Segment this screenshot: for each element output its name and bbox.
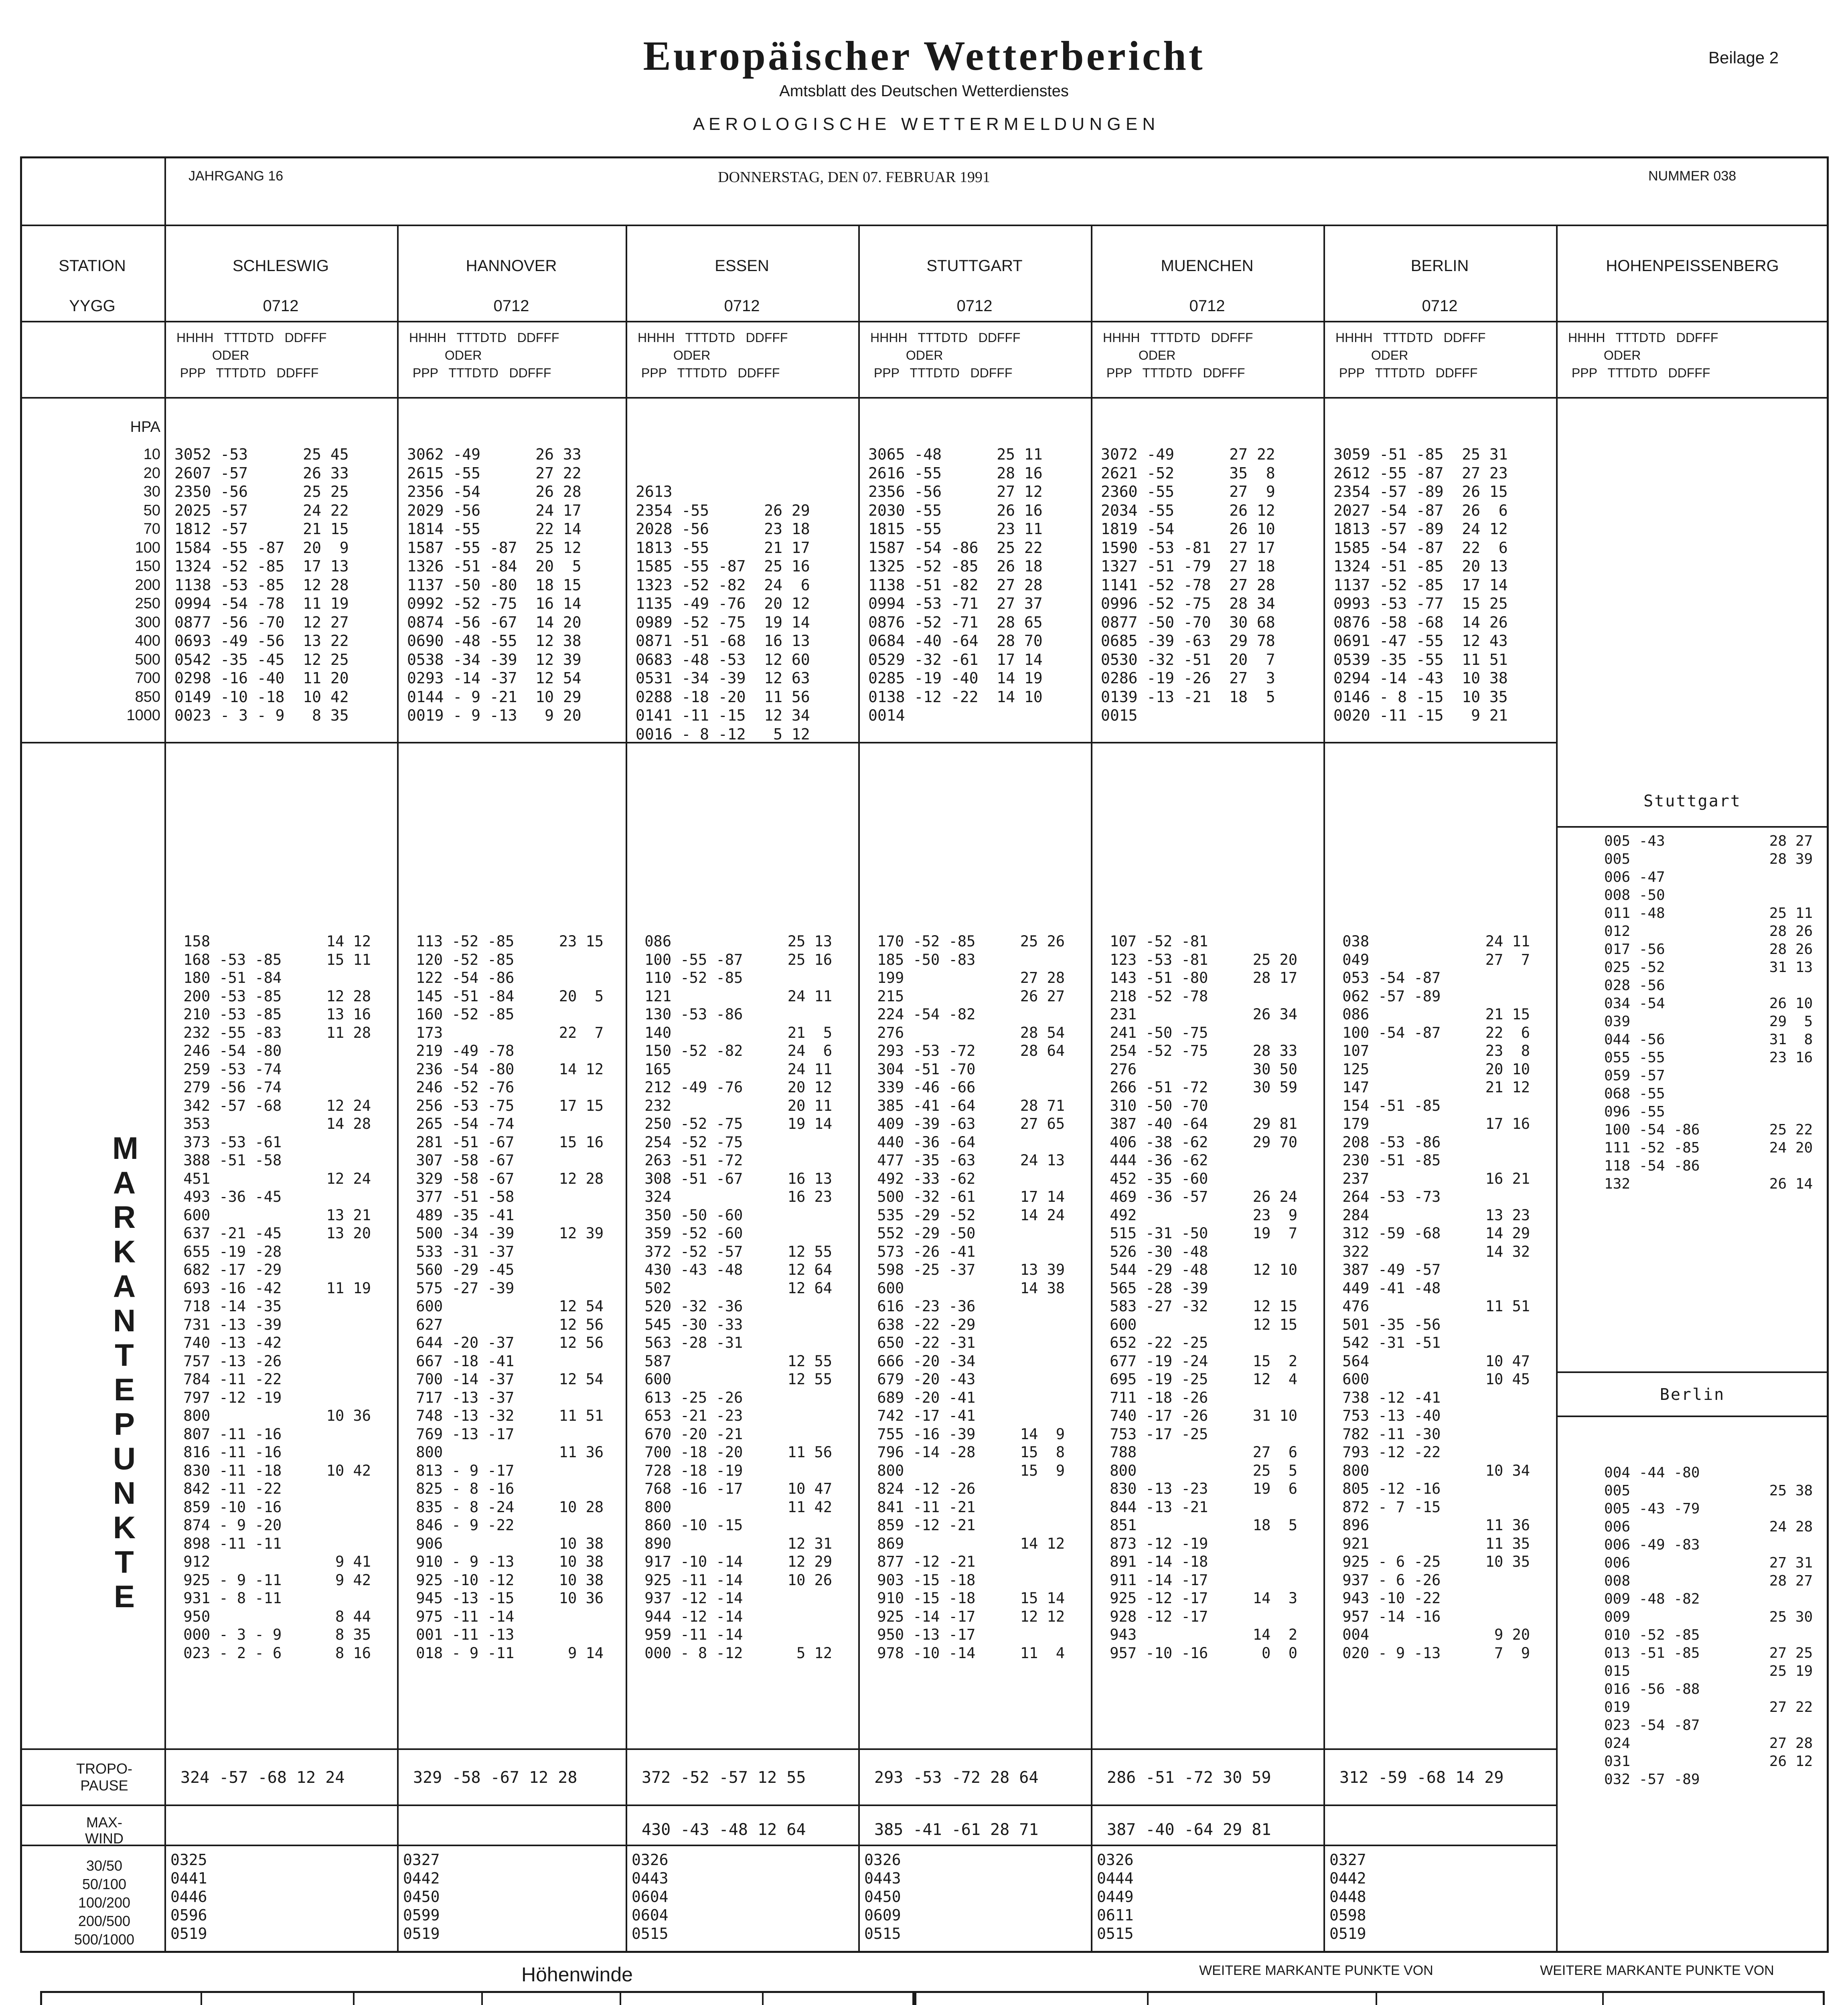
maxwind-value: 385 -41 -61 28 71 (874, 1821, 1039, 1839)
winds-title: Höhenwinde (521, 1963, 633, 1986)
station-name: SCHLESWIG (232, 257, 329, 275)
column-header: HHHH TTTDTD DDFFF ODER PPP TTTDTD DDFFF (1103, 330, 1253, 380)
shear-values: 0326 0443 0450 0609 0515 (864, 1851, 901, 1942)
winds-table (40, 1991, 914, 2005)
markante-punkte: 107 -52 -81 123 -53 -81 25 20 143 -51 -80 28 17 218 -52 -78 231 26 34 241 -50 -75 254 -52 -75 28 33 276 30 50 266 -51 -72 30 59 310 -50 -70 387 -40 -64 29 81 406 -38 -62 29 70 444 -36 -62 452 -35 -60 469 -36 -57 26 24 492 23 9 515 -31 -50 19 7 526 -30 -48 544 -29 -48 12 10 565 -28 -39 583 -27 -32 12 15 600 12 15 652 -22 -25 677 -19 -24 15 2 695 -19 -25 12 4 711 -18 -26 740 -17 -26 31 10 753 -17 -25 788 27 6 800 25 5 830 -13 -23 19 6 844 -13 -21 851 18 5 873 -12 -19 891 -14 -18 911 -14 -17 925 -12 -17 14 3 928 -12 -17 943 14 2 957 -10 -16 0 0 (1110, 933, 1298, 1662)
markante-punkte-text: MARKANTE PUNKTE (112, 1130, 138, 1614)
tropopause-value: 293 -53 -72 28 64 (874, 1768, 1039, 1787)
page-subtitle: Amtsblatt des Deutschen Wetterdienstes (779, 82, 1069, 100)
weitere-label-1: WEITERE MARKANTE PUNKTE VON (1199, 1963, 1433, 1978)
hpa-label: HPA (130, 419, 160, 435)
maxwind-value: 387 -40 -64 29 81 (1107, 1821, 1271, 1839)
station-yygg: 0712 (263, 297, 299, 315)
extra-points-table (914, 1991, 1825, 2005)
station-yygg: 0712 (1422, 297, 1458, 315)
station-yygg: 0712 (493, 297, 529, 315)
extra-stuttgart-data: 005 -43 28 27 005 28 39 006 -47 008 -50 011 -48 25 11 012 28 26 017 -56 28 26 025 -52 31 13 028 -56 034 -54 26 10 039 29 5 044 -56 31 8 055 -55 23 16 059 -57 068 -55 096 -55 100 -54 -86 25 22 111 -52 -85 24 20 118 -54 -86 132 26 14 (1604, 833, 1813, 1192)
markante-punkte: 170 -52 -85 25 26 185 -50 -83 199 27 28 215 26 27 224 -54 -82 276 28 54 293 -53 -72 28 64 304 -51 -70 339 -46 -66 385 -41 -64 28 71 409 -39 -63 27 65 440 -36 -64 477 -35 -63 24 13 492 -33 -62 500 -32 -61 17 14 535 -29 -52 14 24 552 -29 -50 573 -26 -41 598 -25 -37 13 39 600 14 38 616 -23 -36 638 -22 -29 650 -22 -31 666 -20 -34 679 -20 -43 689 -20 -41 742 -17 -41 755 -16 -39 14 9 796 -14 -28 15 8 800 15 9 824 -12 -26 841 -11 -21 859 -12 -21 869 14 12 877 -12 -21 903 -15 -18 910 -15 -18 15 14 925 -14 -17 12 12 950 -13 -17 978 -10 -14 11 4 (877, 933, 1065, 1662)
markante-punkte: 113 -52 -85 23 15 120 -52 -85 122 -54 -86 145 -51 -84 20 5 160 -52 -85 173 22 7 219 -49 -78 236 -54 -80 14 12 246 -52 -76 256 -53 -75 17 15 265 -54 -74 281 -51 -67 15 16 307 -58 -67 329 -58 -67 12 28 377 -51 -58 489 -35 -41 500 -34 -39 12 39 533 -31 -37 560 -29 -45 575 -27 -39 600 12 54 627 12 56 644 -20 -37 12 56 667 -18 -41 700 -14 -37 12 54 717 -13 -37 748 -13 -32 11 51 769 -13 -17 800 11 36 813 - 9 -17 825 - 8 -16 835 - 8 -24 10 28 846 - 9 -22 906 10 38 910 - 9 -13 10 38 925 -10 -12 10 38 945 -13 -15 10 36 975 -11 -14 001 -11 -13 018 - 9 -11 9 14 (416, 933, 604, 1662)
standard-levels: 3059 -51 -85 25 31 2612 -55 -87 27 23 2354 -57 -89 26 15 2027 -54 -87 26 6 1813 -57 -89 24 12 1585 -54 -87 22 6 1324 -51 -85 20 13 1137 -52 -85 17 14 0993 -53 -77 15 25 0876 -58 -68 14 26 0691 -47 -55 12 43 0539 -35 -55 11 51 0294 -14 -43 10 38 0146 - 8 -15 10 35 0020 -11 -15 9 21 (1333, 446, 1508, 724)
station-yygg: 0712 (956, 297, 993, 315)
hpa-levels: 10 20 30 50 70 100 150 200 250 300 400 500 700 850 1000 (126, 446, 160, 724)
standard-levels: 2613 2354 -55 26 29 2028 -56 23 18 1813 -55 21 17 1585 -55 -87 25 16 1323 -52 -82 24 6 1135 -49 -76 20 12 0989 -52 -75 19 14 0871 -51 -68 16 13 0683 -48 -53 12 60 0531 -34 -39 12 63 0288 -18 -20 11 56 0141 -11 -15 12 34 0016 - 8 -12 5 12 (636, 483, 810, 743)
markante-punkte: 158 14 12 168 -53 -85 15 11 180 -51 -84 200 -53 -85 12 28 210 -53 -85 13 16 232 -55 -83 11 28 246 -54 -80 259 -53 -74 279 -56 -74 342 -57 -68 12 24 353 14 28 373 -53 -61 388 -51 -58 451 12 24 493 -36 -45 600 13 21 637 -21 -45 13 20 655 -19 -28 682 -17 -29 693 -16 -42 11 19 718 -14 -35 731 -13 -39 740 -13 -42 757 -13 -26 784 -11 -22 797 -12 -19 800 10 36 807 -11 -16 816 -11 -16 830 -11 -18 10 42 842 -11 -22 859 -10 -16 874 - 9 -20 898 -11 -11 912 9 41 925 - 9 -11 9 42 931 - 8 -11 950 8 44 000 - 3 - 9 8 35 023 - 2 - 6 8 16 (183, 933, 371, 1662)
shear-labels: 30/50 50/100 100/200 200/500 500/1000 (74, 1857, 135, 1948)
yygg-label: YYGG (69, 297, 116, 315)
markante-punkte-label (112, 1131, 136, 1614)
tropopause-value: 312 -59 -68 14 29 (1339, 1768, 1504, 1787)
shear-values: 0326 0443 0604 0604 0515 (632, 1851, 669, 1942)
jahrgang-label: JAHRGANG 16 (188, 168, 284, 184)
weitere-label-2: WEITERE MARKANTE PUNKTE VON (1540, 1963, 1774, 1978)
shear-values: 0325 0441 0446 0596 0519 (170, 1851, 207, 1942)
shear-values: 0327 0442 0450 0599 0519 (403, 1851, 440, 1942)
standard-levels: 3065 -48 25 11 2616 -55 28 16 2356 -56 27 12 2030 -55 26 16 1815 -55 23 11 1587 -54 -86 25 22 1325 -52 -85 26 18 1138 -51 -82 27 28 0994 -53 -71 27 37 0876 -52 -71 28 65 0684 -40 -64 28 70 0529 -32 -61 17 14 0285 -19 -40 14 19 0138 -12 -22 14 10 0014 (868, 446, 1043, 724)
tropopause-value: 324 -57 -68 12 24 (180, 1768, 345, 1787)
standard-levels: 3062 -49 26 33 2615 -55 27 22 2356 -54 26 28 2029 -56 24 17 1814 -55 22 14 1587 -55 -87 25 12 1326 -51 -84 20 5 1137 -50 -80 18 15 0992 -52 -75 16 14 0874 -56 -67 14 20 0690 -48 -55 12 38 0538 -34 -39 12 39 0293 -14 -37 12 54 0144 - 9 -21 10 29 0019 - 9 -13 9 20 (407, 446, 582, 724)
column-header: HHHH TTTDTD DDFFF ODER PPP TTTDTD DDFFF (176, 330, 327, 380)
station-name: STUTTGART (926, 257, 1023, 275)
station-label: STATION (59, 257, 126, 275)
markante-punkte: 038 24 11 049 27 7 053 -54 -87 062 -57 -89 086 21 15 100 -54 -87 22 6 107 23 8 125 20 10 147 21 12 154 -51 -85 179 17 16 208 -53 -86 230 -51 -85 237 16 21 264 -53 -73 284 13 23 312 -59 -68 14 29 322 14 32 387 -49 -57 449 -41 -48 476 11 51 501 -35 -56 542 -31 -51 564 10 47 600 10 45 738 -12 -41 753 -13 -40 782 -11 -30 793 -12 -22 800 10 34 805 -12 -16 872 - 7 -15 896 11 36 921 11 35 925 - 6 -25 10 35 937 - 6 -26 943 -10 -22 957 -14 -16 004 9 20 020 - 9 -13 7 9 (1342, 933, 1530, 1662)
shear-values: 0327 0442 0448 0598 0519 (1329, 1851, 1366, 1942)
station-name: ESSEN (715, 257, 769, 275)
station-yygg: 0712 (1189, 297, 1225, 315)
extra-berlin-title: Berlin (1660, 1385, 1725, 1404)
maxwind-value: 430 -43 -48 12 64 (642, 1821, 806, 1839)
column-header: HHHH TTTDTD DDFFF ODER PPP TTTDTD DDFFF (1335, 330, 1486, 380)
station-name: BERLIN (1410, 257, 1469, 275)
column-header: HHHH TTTDTD DDFFF ODER PPP TTTDTD DDFFF (409, 330, 559, 380)
issue-date: DONNERSTAG, DEN 07. FEBRUAR 1991 (718, 169, 990, 186)
maxwind-label: MAX- WIND (85, 1814, 124, 1847)
tropopause-value: 286 -51 -72 30 59 (1107, 1768, 1271, 1787)
station-name: HANNOVER (466, 257, 557, 275)
station-yygg: 0712 (724, 297, 760, 315)
tropopause-value: 372 -52 -57 12 55 (642, 1768, 806, 1787)
station-name: HOHENPEISSENBERG (1606, 257, 1779, 275)
extra-stuttgart-title: Stuttgart (1643, 792, 1741, 810)
page-title: Europäischer Wetterbericht (643, 33, 1205, 79)
extra-berlin-data: 004 -44 -80 005 25 38 005 -43 -79 006 24 28 006 -49 -83 006 27 31 008 28 27 009 -48 -82 009 25 30 010 -52 -85 013 -51 -85 27 25 015 25 19 016 -56 -88 019 27 22 023 -54 -87 024 27 28 031 26 12 032 -57 -89 (1604, 1464, 1813, 1788)
markante-punkte: 086 25 13 100 -55 -87 25 16 110 -52 -85 121 24 11 130 -53 -86 140 21 5 150 -52 -82 24 6 165 24 11 212 -49 -76 20 12 232 20 11 250 -52 -75 19 14 254 -52 -75 263 -51 -72 308 -51 -67 16 13 324 16 23 350 -50 -60 359 -52 -60 372 -52 -57 12 55 430 -43 -48 12 64 502 12 64 520 -32 -36 545 -30 -33 563 -28 -31 587 12 55 600 12 55 613 -25 -26 653 -21 -23 670 -20 -21 700 -18 -20 11 56 728 -18 -19 768 -16 -17 10 47 800 11 42 860 -10 -15 890 12 31 917 -10 -14 12 29 925 -11 -14 10 26 937 -12 -14 944 -12 -14 959 -11 -14 000 - 8 -12 5 12 (644, 933, 833, 1662)
station-name: MUENCHEN (1161, 257, 1254, 275)
standard-levels: 3052 -53 25 45 2607 -57 26 33 2350 -56 25 25 2025 -57 24 22 1812 -57 21 15 1584 -55 -87 20 9 1324 -52 -85 17 13 1138 -53 -85 12 28 0994 -54 -78 11 19 0877 -56 -70 12 27 0693 -49 -56 13 22 0542 -35 -45 12 25 0298 -16 -40 11 20 0149 -10 -18 10 42 0023 - 3 - 9 8 35 (174, 446, 349, 724)
standard-levels: 3072 -49 27 22 2621 -52 35 8 2360 -55 27 9 2034 -55 26 12 1819 -54 26 10 1590 -53 -81 27 17 1327 -51 -79 27 18 1141 -52 -78 27 28 0996 -52 -75 28 34 0877 -50 -70 30 68 0685 -39 -63 29 78 0530 -32 -51 20 7 0286 -19 -26 27 3 0139 -13 -21 18 5 0015 (1101, 446, 1275, 724)
issue-number: NUMMER 038 (1648, 168, 1737, 184)
tropopause-label: TROPO- PAUSE (76, 1760, 132, 1794)
section-title: A E R O L O G I S C H E W E T T E R M E L D U N G E N (693, 114, 1155, 134)
shear-values: 0326 0444 0449 0611 0515 (1097, 1851, 1134, 1942)
column-header: HHHH TTTDTD DDFFF ODER PPP TTTDTD DDFFF (1568, 330, 1718, 380)
column-header: HHHH TTTDTD DDFFF ODER PPP TTTDTD DDFFF (870, 330, 1021, 380)
tropopause-value: 329 -58 -67 12 28 (413, 1768, 578, 1787)
column-header: HHHH TTTDTD DDFFF ODER PPP TTTDTD DDFFF (638, 330, 788, 380)
beilage-label: Beilage 2 (1708, 48, 1779, 67)
